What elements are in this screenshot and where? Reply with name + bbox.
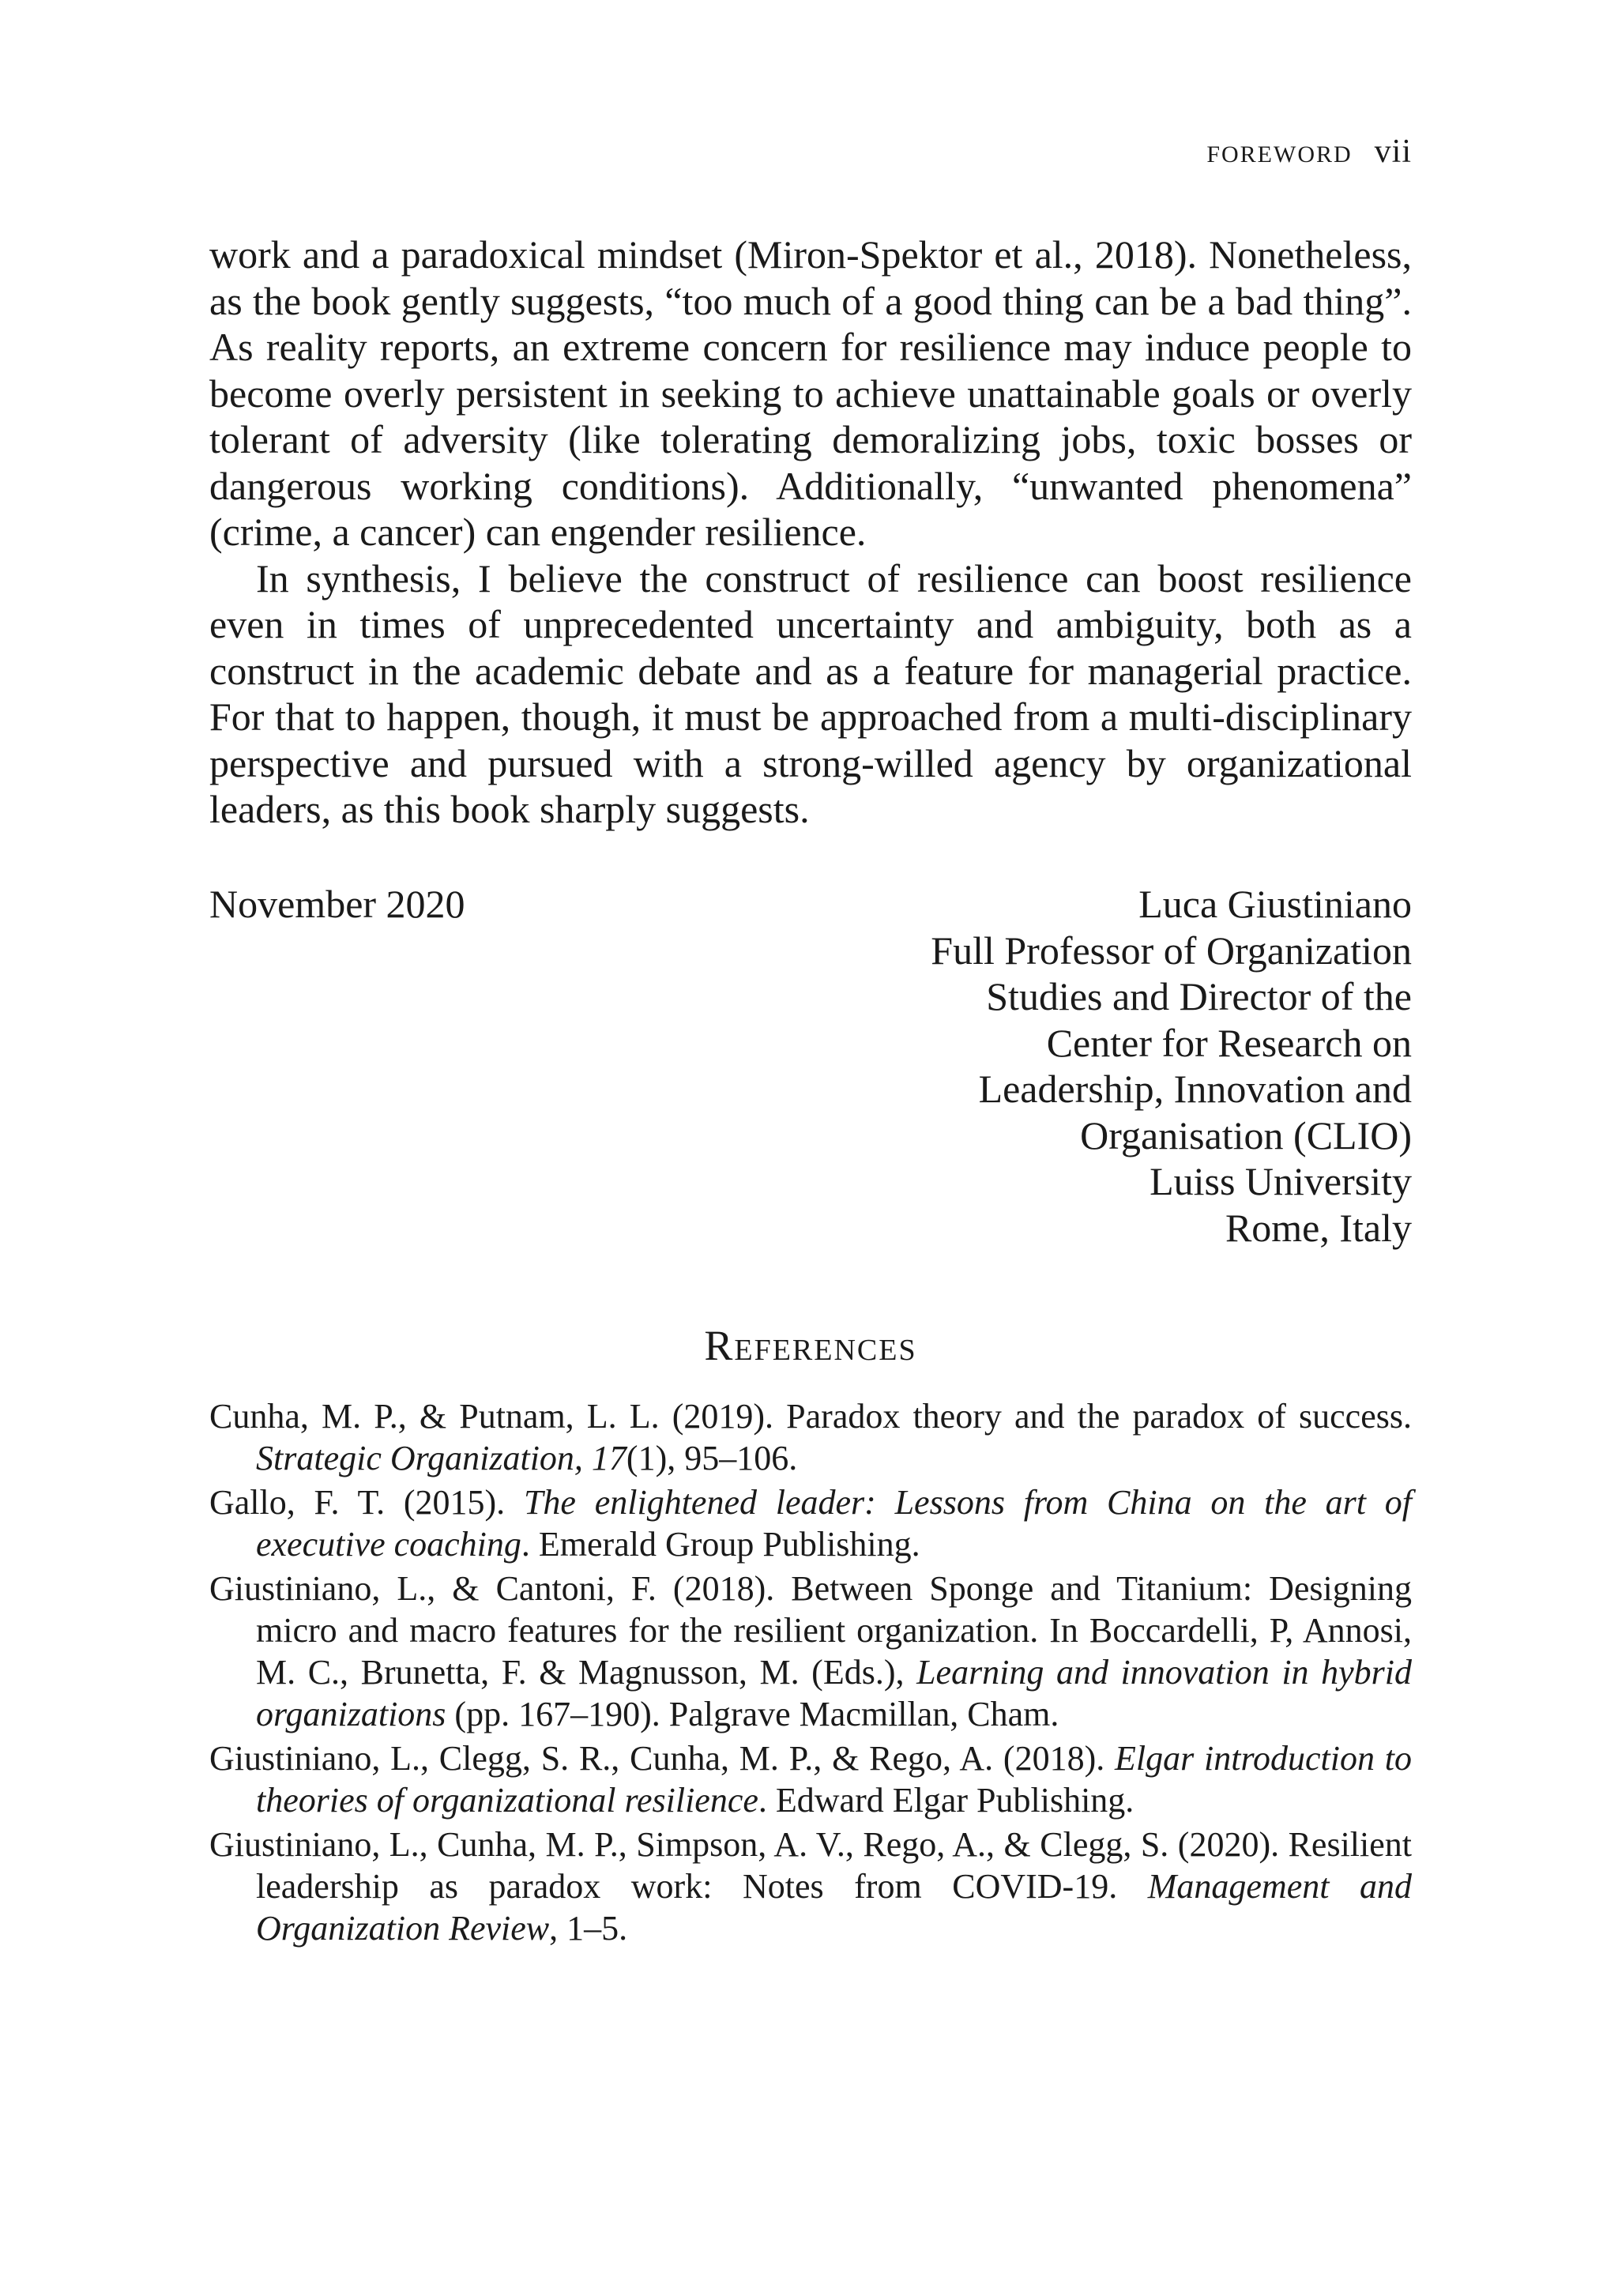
reference-entry: Giustiniano, L., Cunha, M. P., Simpson, A. V., Rego, A., & Clegg, S. (2020). Resilient leadership as paradox work: Notes from COVID-19. Management and Organization Review, 1–5. xyxy=(209,1825,1412,1948)
references-list xyxy=(209,1395,1412,1952)
references-heading: References xyxy=(704,1322,917,1369)
author-location: Rome, Italy xyxy=(1225,1205,1412,1250)
author-affiliation: Luiss University xyxy=(1150,1159,1412,1203)
author-name: Luca Giustiniano xyxy=(1138,882,1412,926)
author-title-line: Leadership, Innovation and xyxy=(978,1067,1412,1111)
reference-entry: Cunha, M. P., & Putnam, L. L. (2019). Paradox theory and the paradox of success. Strategic Organization, 17(1), 95–106. xyxy=(209,1397,1412,1477)
running-head xyxy=(1206,133,1412,171)
author-title-line: Organisation (CLIO) xyxy=(1080,1112,1412,1157)
author-title-line: Full Professor of Organization xyxy=(931,928,1412,973)
reference-entry: Gallo, F. T. (2015). The enlightened leader: Lessons from China on the art of executive coaching. Emerald Group Publishing. xyxy=(209,1483,1413,1564)
body-paragraph-1: work and a paradoxical mindset (Miron-Spektor et al., 2018). Nonetheless, as the book gently suggests, “too much of a good thing can be a bad thing”. As reality reports, an extreme concern for resilience may induce people to become overly persistent in seeking to achieve unattainable goals or overly tolerant of adversity (like tolerating demoralizing jobs, toxic bosses or dangerous working conditions). Additionally, “unwanted phenomena” (crime, a cancer) can engender resilience. xyxy=(209,232,1412,554)
body-paragraph-2: In synthesis, I believe the construct of resilience can boost resilience even in times of unprecedented uncertainty and ambiguity, both as a construct in the academic debate and as a feature for managerial practice. For that to happen, though, it must be approached from a multi-disciplinary perspective and pursued with a strong-willed agency by organizational leaders, as this book sharply suggests. xyxy=(209,555,1412,831)
page-number: vii xyxy=(1374,134,1412,170)
author-title-line: Center for Research on xyxy=(1046,1020,1412,1065)
running-head-section: FOREWORD xyxy=(1206,141,1353,167)
reference-entry: Giustiniano, L., & Cantoni, F. (2018). Between Sponge and Titanium: Designing micro and macro features for the resilient organization. In Boccardelli, P, Annosi, M. C., Brunetta, F. & Magnusson, M. (Eds.), Learning and innovation in hybrid organizations (pp. 167–190). Palgrave Macmillan, Cham. xyxy=(209,1569,1413,1733)
reference-entry: Giustiniano, L., Clegg, S. R., Cunha, M. P., & Rego, A. (2018). Elgar introduction to theories of organizational resilience. Edward Elgar Publishing. xyxy=(209,1739,1412,1820)
signature-author xyxy=(931,881,1412,1251)
signature-date: November 2020 xyxy=(209,882,465,926)
author-title-line: Studies and Director of the xyxy=(986,974,1412,1018)
foreword-body xyxy=(209,231,1412,833)
